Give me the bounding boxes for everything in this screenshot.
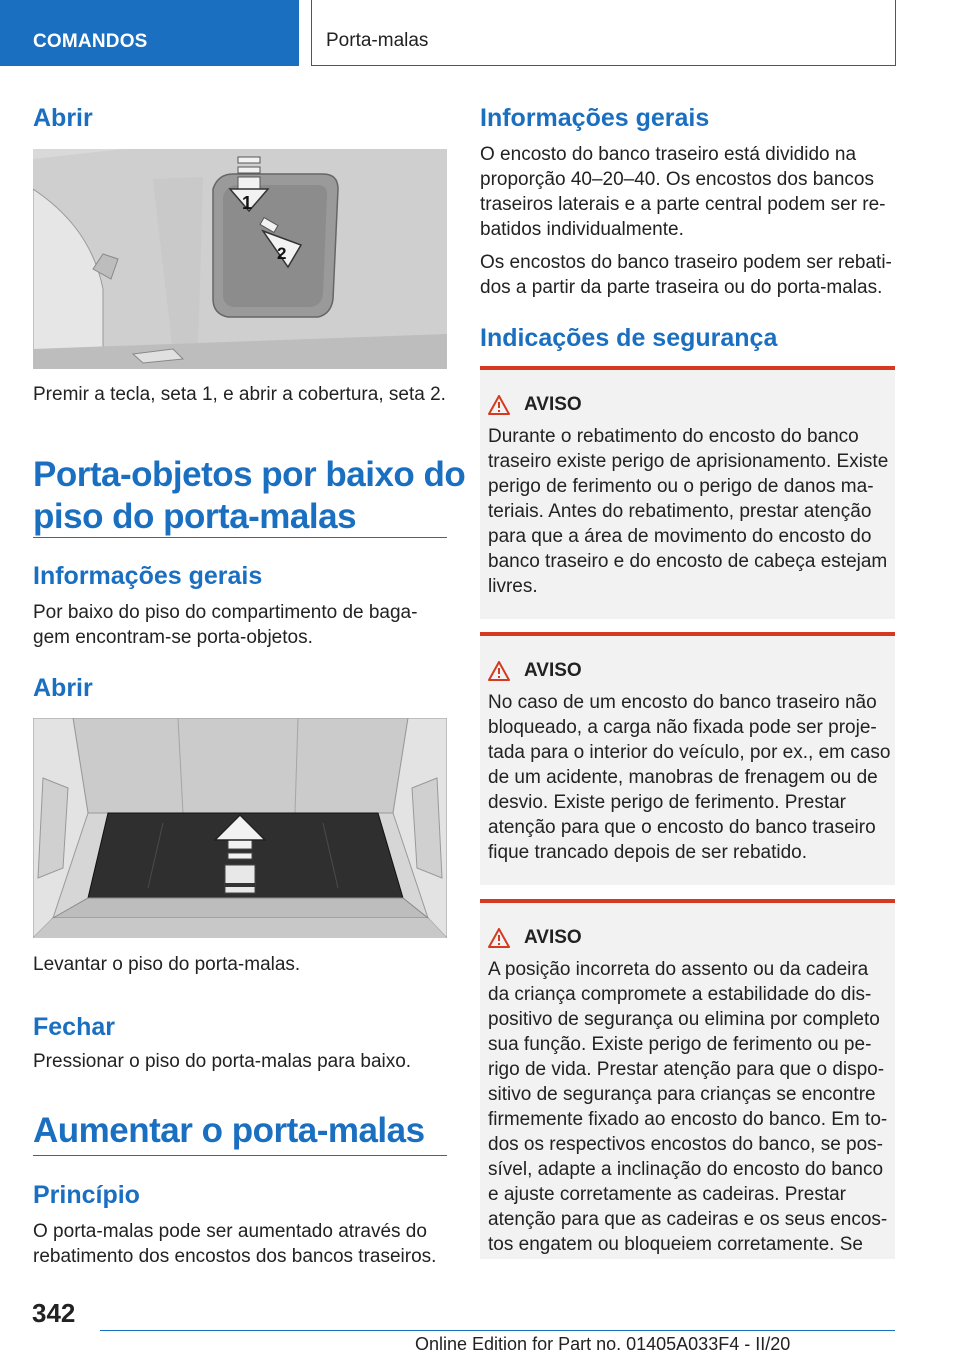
label-1: 1 <box>242 193 253 213</box>
warning-line: tada para o interior do veículo, por ex., em caso <box>488 742 891 763</box>
label-2: 2 <box>277 244 287 263</box>
section-title-line-1: Porta-objetos por baixo do <box>33 455 466 494</box>
figure-cover-open <box>33 149 447 369</box>
warning-header <box>488 660 582 682</box>
illustration-trunk-side-cover <box>33 149 447 369</box>
warning-line: rigo de vida. Prestar atenção para que o dispo- <box>488 1059 885 1080</box>
warning-line: A posição incorreta do assento ou da cadeira <box>488 959 869 980</box>
warning-label: AVISO <box>524 394 582 415</box>
info-text-right-2 <box>480 250 892 300</box>
warning-line: da criança compromete a estabilidade do dis- <box>488 984 872 1005</box>
warning-line: Durante o rebatimento do encosto do banco <box>488 426 859 447</box>
warning-line: e ajuste corretamente as cadeiras. Prestar <box>488 1184 847 1205</box>
warning-line: de um acidente, manobras de frenagem ou de <box>488 767 878 788</box>
page-number: 342 <box>32 1298 76 1328</box>
warning-label: AVISO <box>524 660 582 681</box>
warning-bar <box>480 366 895 370</box>
section-tab <box>0 0 299 66</box>
warning-label: AVISO <box>524 927 582 948</box>
warning-line: firmemente fixado ao encosto do banco. Em to- <box>488 1109 888 1130</box>
info-line-2: gem encontram-se porta-objetos. <box>33 627 313 648</box>
warning-line: teriais. Antes do rebatimento, prestar atenção <box>488 501 872 522</box>
section-rule-2 <box>33 1155 447 1156</box>
warning-line: fique trancado depois de ser rebatido. <box>488 842 807 863</box>
warning-box-2 <box>480 632 895 885</box>
info-right-line: traseiros laterais e a parte central podem ser re- <box>480 194 886 215</box>
warning-line: atenção para que as cadeiras e os seus encos- <box>488 1209 888 1230</box>
info-text-right <box>480 142 886 242</box>
warning-line: tos engatem ou bloqueiem corretamente. Se <box>488 1234 863 1255</box>
principio-line-1: O porta-malas pode ser aumentado através do <box>33 1221 427 1242</box>
abrir-caption-2: Levantar o piso do porta-malas. <box>33 954 301 975</box>
info-right-line: O encosto do banco traseiro está dividido na <box>480 144 857 165</box>
warning-line: desvio. Existe perigo de ferimento. Prestar <box>488 792 847 813</box>
principio-text <box>33 1219 436 1269</box>
warning-text <box>488 424 893 599</box>
warning-header <box>488 394 582 416</box>
warning-triangle-icon <box>488 395 510 415</box>
warning-line: livres. <box>488 576 538 597</box>
warning-line: para que a área de movimento do encosto do <box>488 526 872 547</box>
abrir-heading-2: Abrir <box>33 674 93 702</box>
warning-box-3 <box>480 899 895 1259</box>
edition-note: Online Edition for Part no. 01405A033F4 - II/20 <box>415 1334 791 1354</box>
footer-rule <box>100 1330 895 1331</box>
warning-line: positivo de segurança ou elimina por completo <box>488 1009 880 1030</box>
fechar-heading: Fechar <box>33 1013 115 1041</box>
warning-line: sua função. Existe perigo de ferimento ou pe- <box>488 1034 872 1055</box>
warning-line: atenção para que o encosto do banco traseiro <box>488 817 876 838</box>
figure-floor-lift <box>33 718 447 938</box>
illustration-trunk-floor <box>33 718 447 938</box>
info-right-line: proporção 40–20–40. Os encostos dos bancos <box>480 169 874 190</box>
safety-heading: Indicações de segurança <box>480 324 778 352</box>
principio-line-2: rebatimento dos encostos dos bancos traseiros. <box>33 1246 437 1267</box>
warning-bar <box>480 899 895 903</box>
warning-bar <box>480 632 895 636</box>
abrir-heading-1: Abrir <box>33 104 93 132</box>
info-line-1: Por baixo do piso do compartimento de baga- <box>33 602 418 623</box>
principio-heading: Princípio <box>33 1181 140 1209</box>
info2-right-line: dos a partir da parte traseira ou do porta-malas. <box>480 277 883 298</box>
warning-line: dos os respectivos encostos do banco, se pos- <box>488 1134 884 1155</box>
warning-line: No caso de um encosto do banco traseiro não <box>488 692 877 713</box>
section-title-porta-objetos <box>33 454 465 538</box>
warning-line: sível, adapte a inclinação do encosto do banco <box>488 1159 884 1180</box>
warning-header <box>488 927 582 949</box>
warning-triangle-icon <box>488 661 510 681</box>
section-title-aumentar: Aumentar o porta-malas <box>33 1111 425 1150</box>
warning-line: sitivo de segurança para crianças se encontre <box>488 1084 876 1105</box>
info2-right-line: Os encostos do banco traseiro podem ser rebati- <box>480 252 892 273</box>
info-heading-left: Informações gerais <box>33 562 263 590</box>
warning-line: perigo de ferimento ou o perigo de danos ma- <box>488 476 874 497</box>
warning-text <box>488 957 893 1257</box>
info-heading-right: Informações gerais <box>480 104 710 132</box>
warning-text <box>488 690 893 865</box>
section-title-line-2: piso do porta-malas <box>33 497 357 536</box>
info-right-line: batidos individualmente. <box>480 219 684 240</box>
warning-triangle-icon <box>488 928 510 948</box>
section-rule-1 <box>33 537 447 538</box>
warning-line: bloqueado, a carga não fixada pode ser proje- <box>488 717 877 738</box>
warning-box-1 <box>480 366 895 619</box>
warning-line: traseiro existe perigo de aprisionamento. Existe <box>488 451 889 472</box>
info-text-left <box>33 600 417 650</box>
section-label: COMANDOS <box>33 31 148 52</box>
fechar-text: Pressionar o piso do porta-malas para baixo. <box>33 1051 412 1072</box>
page-title: Porta-malas <box>326 30 429 51</box>
abrir-caption-1: Premir a tecla, seta 1, e abrir a cobertura, seta 2. <box>33 384 446 405</box>
warning-line: banco traseiro e do encosto de cabeça estejam <box>488 551 888 572</box>
